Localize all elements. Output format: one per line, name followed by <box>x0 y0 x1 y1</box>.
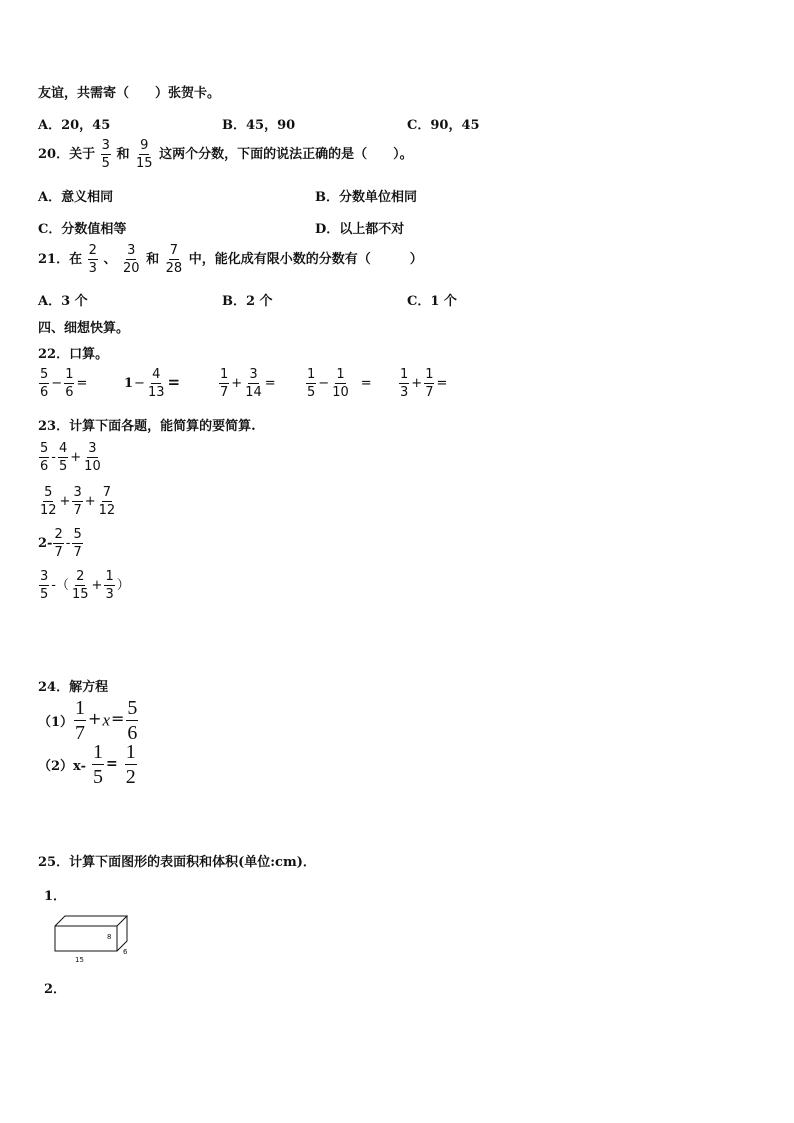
cuboid-height-label: 8 <box>107 933 112 941</box>
q21-fraction-3: $\frac{7}{28}$ <box>165 243 183 276</box>
q21-separator: 、 <box>103 252 117 267</box>
q21-option-c: C．1 个 <box>407 294 457 309</box>
q22-title: 22．口算。 <box>38 347 109 362</box>
q22-expression-4: $\frac{1}{5}$ − $\frac{1}{10}$ = <box>307 367 372 400</box>
q19-text: 友谊，共需寄（ ）张贺卡。 <box>38 86 221 101</box>
cuboid-figure <box>50 912 140 964</box>
q20-stem <box>38 138 413 171</box>
cuboid-width-label: 6 <box>123 948 128 956</box>
q23-row-3: 2- $\frac{2}{7}$ - $\frac{5}{7}$ <box>38 527 82 560</box>
q21-option-b: B．2 个 <box>222 294 273 309</box>
q22-expression-1: $\frac{5}{6}$ − $\frac{1}{6}$ = <box>40 367 88 400</box>
q22-expression-5: $\frac{1}{3}$ + $\frac{1}{7}$ = <box>400 367 448 400</box>
q22-expression-2: 1− $\frac{4}{13}$ = <box>124 367 181 400</box>
q19-option-b: B．45，90 <box>222 118 296 133</box>
q20-option-b: B．分数单位相同 <box>315 190 417 205</box>
q20-and: 和 <box>116 147 130 162</box>
q20-option-a: A．意义相同 <box>38 190 114 205</box>
q25-title: 25．计算下面图形的表面积和体积(单位:cm)． <box>38 855 316 870</box>
q23-row-1: $\frac{5}{6}$ - $\frac{4}{5}$ + $\frac{3}{10}$ <box>40 441 101 474</box>
q19-option-c: C．90，45 <box>407 118 480 133</box>
q24-title: 24．解方程 <box>38 680 109 695</box>
q24-equation-2: （2）x- $\frac{1}{5}$ = $\frac{1}{2}$ <box>38 741 136 788</box>
q22-expression-3: $\frac{1}{7}$ + $\frac{3}{14}$ = <box>220 367 276 400</box>
q20-prefix: 20．关于 <box>38 147 96 162</box>
q25-item-1: 1． <box>44 889 67 904</box>
q23-row-2: $\frac{5}{12}$ + $\frac{3}{7}$ + $\frac{7}{12}$ <box>40 485 116 518</box>
q20-suffix: 这两个分数，下面的说法正确的是（ ）。 <box>159 147 413 162</box>
q20-option-c: C．分数值相等 <box>38 222 127 237</box>
q25-item-2: 2． <box>44 982 67 997</box>
q23-row-4: $\frac{3}{5}$ -（ $\frac{2}{15}$ + $\frac{1}{3}$ ） <box>40 569 130 602</box>
cuboid-length-label: 15 <box>75 956 84 964</box>
q21-prefix: 21．在 <box>38 252 83 267</box>
q21-fraction-1: $\frac{2}{3}$ <box>88 243 97 276</box>
cuboid-top-face <box>55 916 127 926</box>
q21-suffix: 中，能化成有限小数的分数有（ ） <box>188 252 423 267</box>
q23-title: 23．计算下面各题，能简算的要简算. <box>38 419 256 434</box>
q24-equation-1: （1） $\frac{1}{7}$ +x= $\frac{5}{6}$ <box>38 697 138 744</box>
q19-option-a: A．20，45 <box>38 118 111 133</box>
q21-stem <box>38 243 423 276</box>
q21-and: 和 <box>146 252 160 267</box>
q20-fraction-2: $\frac{9}{15}$ <box>135 138 153 171</box>
q20-option-d: D．以上都不对 <box>315 222 405 237</box>
section-heading: 四、细想快算。 <box>38 321 130 336</box>
q21-option-a: A．3 个 <box>38 294 88 309</box>
q20-fraction-1: $\frac{3}{5}$ <box>101 138 110 171</box>
q21-fraction-2: $\frac{3}{20}$ <box>122 243 140 276</box>
